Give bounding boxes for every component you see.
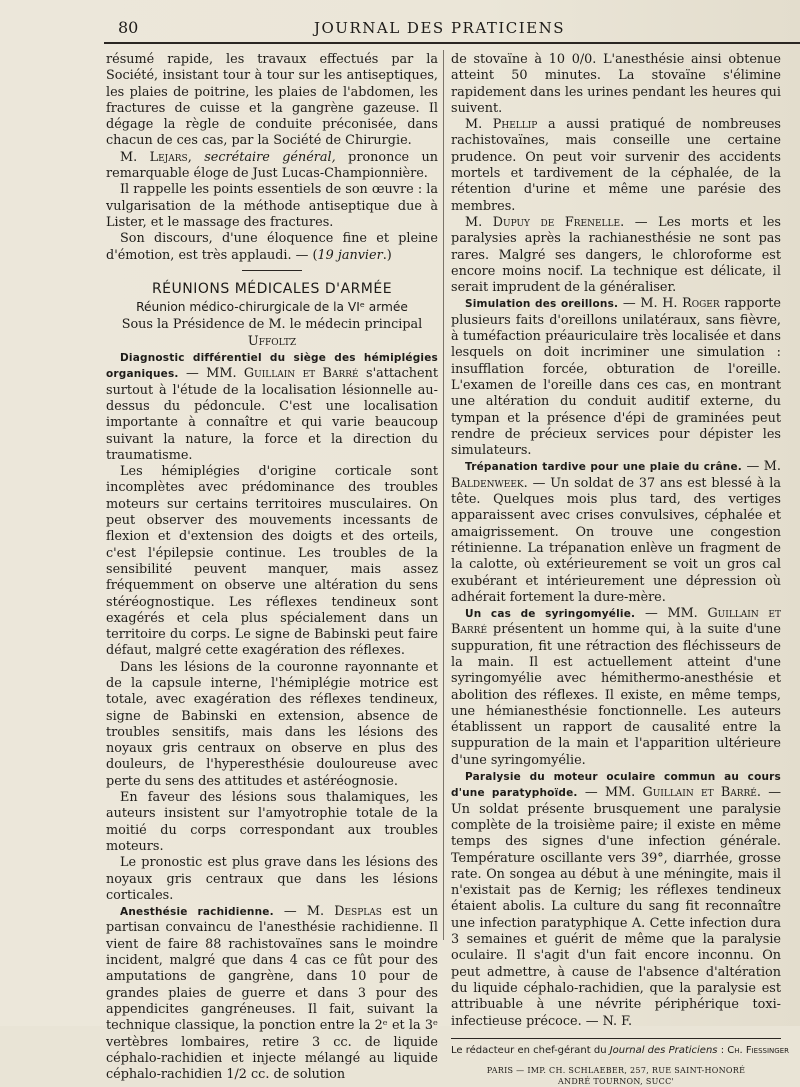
paragraph-text: Son discours, d'une éloquence fine et pleine d'émotion, est très applaudi. — ( [106, 231, 438, 263]
paragraph-heading: Diagnostic différentiel du siège des hémiplégies organiques. [106, 352, 438, 381]
printer-successor: ANDRÉ TOURNON, SUCC' [557, 1077, 675, 1087]
left-column [106, 52, 438, 1083]
paragraph: En faveur des lésions sous thalamiques, les auteurs insistent sur l'amyotrophie totale de la moitié du corps correspondant aux troubles moteurs. [106, 790, 438, 854]
date: 19 janvier [317, 247, 383, 263]
right-column [451, 52, 789, 1087]
paragraph-text: a aussi pratiqué de nombreuses rachistovaïnes, mais conseille une certaine prudence. On peut voir survenir des accidents mortels et tardivement de la céphalée, de la rétention d'urine et même une parésie des membres. [451, 117, 781, 214]
paragraph [106, 150, 438, 183]
paragraph [451, 296, 781, 459]
editor-credit [451, 1043, 789, 1059]
journal-title: JOURNAL DES PRATICIENS [314, 19, 566, 37]
paragraph-text: rapporte plusieurs faits d'oreillons unilatéraux, sans fièvre, à tuméfaction préauriculaire très localisée et dans lesquels on doit incriminer une simulation : insufflation forcée, obturation de l'oreille. L'examen de l'oreille dans ces cas, en montrant une altération du conduit auditif externe, du tympan et la présence d'épi de graminées peut rendre de précieux services pour dépister les simulateurs. [451, 296, 781, 459]
credit-prefix: Le rédacteur en chef-gérant du [451, 1044, 607, 1056]
paragraph [451, 459, 781, 606]
paragraph [451, 117, 781, 215]
person-name: — M. H. Roger [622, 296, 720, 312]
person-name: — MM. Guillain et Barré [186, 366, 359, 382]
person-name: — MM. Guillain et Barré. [584, 785, 761, 801]
paragraph: Les hémiplégies d'origine corticale sont incomplètes avec prédominance des troubles moteurs sur certains territoires musculaires. On peut observer des mouvements incessants de flexion et d'extension des doigts et des orteils, c'est l'épilepsie continue. Les troubles de la sensibilité peuvent manquer, mais assez fréquemment on observe une altération du sens stéréognostique. Les réflexes tendineux sont exagérés et cela plus spécialement dans un territoire du corps. Le signe de Babinski peut faire défaut, malgré cette exagération des réflexes. [106, 464, 438, 659]
paragraph: Il rappelle les points essentiels de son œuvre : la vulgarisation de la méthode antiseptique due à Lister, et le massage des fractures. [106, 182, 438, 230]
paragraph-heading: Un cas de syringomyélie. [465, 608, 636, 621]
credit-name: : Ch. Fiessinger [720, 1044, 789, 1056]
page-number: 80 [118, 18, 139, 37]
presidency-line [106, 317, 438, 350]
paragraph-heading: Paralysie du moteur oculaire commun au cours d'une paratyphoïde. [451, 771, 781, 800]
person-name: — MM. Guillain et Barré [451, 606, 782, 638]
person-name: M. Dupuy de Frenelle. [465, 214, 625, 230]
paragraph [106, 231, 438, 264]
paragraph-text: s'attachent surtout à l'étude de la localisation lésionnelle au-dessus du pédoncule. C'est une localisation importante à connaître et qui varie beaucoup suivant la nature, la force et la direction du traumatisme. [106, 366, 439, 463]
paragraph-end: .) [382, 247, 392, 263]
paragraph [451, 606, 781, 769]
section-subtitle: Réunion médico-chirurgicale de la VIᵉ armée [136, 300, 408, 315]
person-name: — M. Desplas [283, 904, 382, 920]
page-header [104, 14, 800, 42]
section-title: RÉUNIONS MÉDICALES D'ARMÉE [151, 280, 393, 297]
paragraph-text: — Un soldat de 37 ans est blessé à la tête. Quelques mois plus tard, des vertiges apparaissent avec crises convulsives, céphalée et amaigrissement. On trouve une congestion rétinienne. La trépanation enlève un fragment de la calotte, où extérieurement se voit un gros cal exubérant et intérieurement une dépression où adhérait fortement la dure-mère. [451, 475, 781, 605]
person-name: M. Lejars, [120, 149, 192, 165]
footer-rule [451, 1038, 781, 1039]
paragraph [451, 215, 781, 296]
header-rule [104, 42, 800, 44]
president-name: Uffoltz [247, 333, 297, 349]
paragraph: Le pronostic est plus grave dans les lésions des noyaux gris centraux que dans les lésions corticales. [106, 855, 438, 903]
paragraph [106, 350, 438, 464]
person-name: — M. Baldenweek. [451, 459, 781, 491]
paragraph-text: prononce un remarquable éloge de Just Lucas-Championnière. [106, 149, 438, 182]
paragraph-heading: Simulation des oreillons. [465, 298, 619, 311]
printer-line: PARIS — IMP. CH. SCHLAEBER, 257, RUE SAINT-HONORÉ [486, 1066, 746, 1076]
person-name: M. Phellip [465, 117, 538, 133]
paragraph [451, 769, 781, 1030]
paragraph-heading: Trépanation tardive pour une plaie du crâne. [465, 461, 742, 474]
paragraph-text: — Les morts et les paralysies après la rachianesthésie ne sont pas rares. Malgré ses dangers, le chloroforme est encore moins nocif. La technique est délicate, il serait imprudent de la généraliser. [451, 214, 781, 296]
person-role: secrétaire général, [204, 149, 336, 165]
paragraph-text: est un partisan convaincu de l'anesthésie rachidienne. Il vient de faire 88 rachistovaïnes sans le moindre incident, malgré que dans 4 cas ce fût pour des amputations de gangrène, dans 10 pour de grandes plaies de guerre et dans 3 pour des appendicites gangréneuses. Il fait, suivant la technique classique, la ponction entre la 2ᵉ et la 3ᵉ vertèbres lombaires, retire 3 cc. de liquide céphalo-rachidien et injecte mélangé au liquide céphalo-rachidien 1/2 cc. de solution [106, 904, 438, 1083]
paragraph: de stovaïne à 10 0/0. L'anesthésie ainsi obtenue atteint 50 minutes. La stovaïne s'élimine rapidement dans les urines pendant les heures qui suivent. [451, 52, 781, 116]
paragraph [106, 904, 438, 1083]
paragraph-heading: Anesthésie rachidienne. [120, 906, 274, 919]
paragraph: résumé rapide, les travaux effectués par la Société, insistant tour à tour sur les antiseptiques, les plaies de poitrine, les plaies de l'abdomen, les fractures de cuisse et la gangrène gazeuse. Il dégage la règle de conduite préconisée, dans chacun de ces cas, par la Société de Chirurgie. [106, 52, 438, 149]
column-divider [443, 50, 444, 940]
paragraph: Dans les lésions de la couronne rayonnante et de la capsule interne, l'hémiplégie motrice est totale, avec exagération des réflexes tendineux, signe de Babinski en extension, absence de troubles sensitifs, mais dans les lésions des noyaux gris centraux on observe en plus des douleurs, de l'hyperesthésie douloureuse avec perte du sens des attitudes et astéréognosie. [106, 659, 438, 789]
credit-journal: Journal des Praticiens [609, 1044, 718, 1056]
paragraph-text: présentent un homme qui, à la suite d'une suppuration, fit une rétraction des fléchisseurs de la main. Il est actuellement atteint d'une syringomyélie avec hémithermo-anesthésie et abolition des réflexes. Il existe, en même temps, une hémianesthésie fonctionnelle. Les auteurs établissent un rapport de causalité entre la suppuration de la main et l'apparition ultérieure d'une syringomyélie. [451, 622, 781, 768]
presidency-text: Sous la Présidence de M. le médecin principal [121, 317, 423, 333]
paragraph-text: — Un soldat présente brusquement une paralysie complète de la troisième paire; il existe en même temps des signes d'une infection générale. Température oscillante vers 39°, diarrhée, grosse rate. On songea au début à une méningite, mais il n'existait pas de Kernig; les réflexes tendineux étaient abolis. La culture du sang fit reconnaître une infection paratyphique A. Cette infection dura 3 semaines et guérit de même que la paralysie oculaire. Il s'agit d'un fait encore inconnu. On peut admettre, à cause de l'absence d'altération du liquide céphalo-rachidien, que la paralysie est attribuable à une névrite périphérique toxi-infectieuse précoce. — N. F. [451, 785, 781, 1029]
section-divider [242, 270, 302, 271]
